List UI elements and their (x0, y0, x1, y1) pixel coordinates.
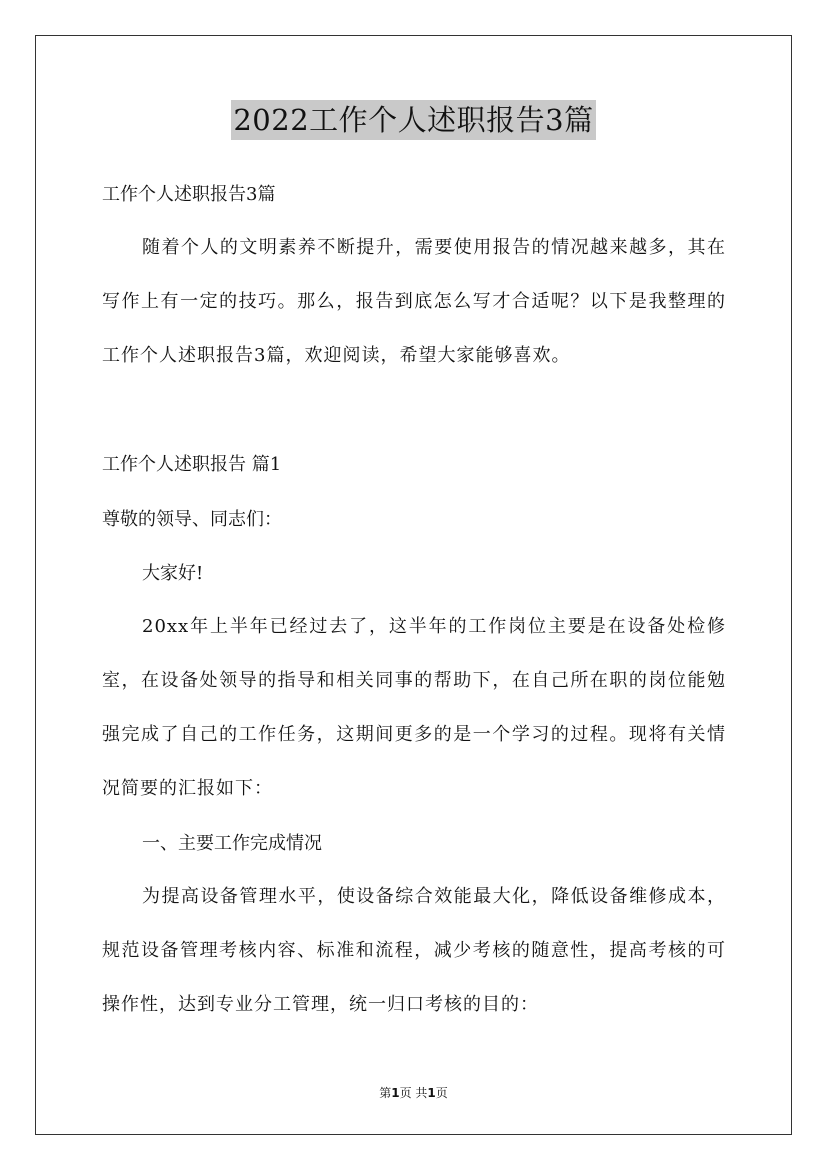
title-container (0, 100, 827, 140)
footer-total-pages: 1 (427, 1086, 436, 1100)
body-paragraph-1: 20xx年上半年已经过去了，这半年的工作岗位主要是在设备处检修室，在设备处领导的指导和相关同事的帮助下，在自己所在职的岗位能勉强完成了自己的工作任务，这期间更多的是一个学习的过程。现将有关情况简要的汇报如下： (102, 616, 726, 799)
intro-paragraph: 随着个人的文明素养不断提升，需要使用报告的情况越来越多，其在写作上有一定的技巧。那么，报告到底怎么写才合适呢？以下是我整理的工作个人述职报告3篇，欢迎阅读，希望大家能够喜欢。 (102, 237, 726, 366)
footer-suffix: 页 (435, 1086, 448, 1100)
greeting: 大家好! (142, 563, 204, 584)
subheading-main-work: 一、主要工作完成情况 (142, 833, 322, 854)
footer-prefix: 第 (379, 1086, 392, 1100)
document-title: 2022工作个人述职报告3篇 (231, 100, 595, 140)
footer-page-number: 1 (391, 1086, 400, 1100)
section-heading: 工作个人述职报告 篇1 (102, 454, 282, 475)
footer-mid: 页 共 (399, 1086, 428, 1100)
document-subtitle: 工作个人述职报告3篇 (102, 184, 276, 205)
body-paragraph-2: 为提高设备管理水平，使设备综合效能最大化，降低设备维修成本，规范设备管理考核内容、标准和流程，减少考核的随意性，提高考核的可操作性，达到专业分工管理，统一归口考核的目的： (102, 886, 726, 1015)
salutation: 尊敬的领导、同志们： (102, 509, 282, 530)
page-footer (0, 1085, 827, 1101)
